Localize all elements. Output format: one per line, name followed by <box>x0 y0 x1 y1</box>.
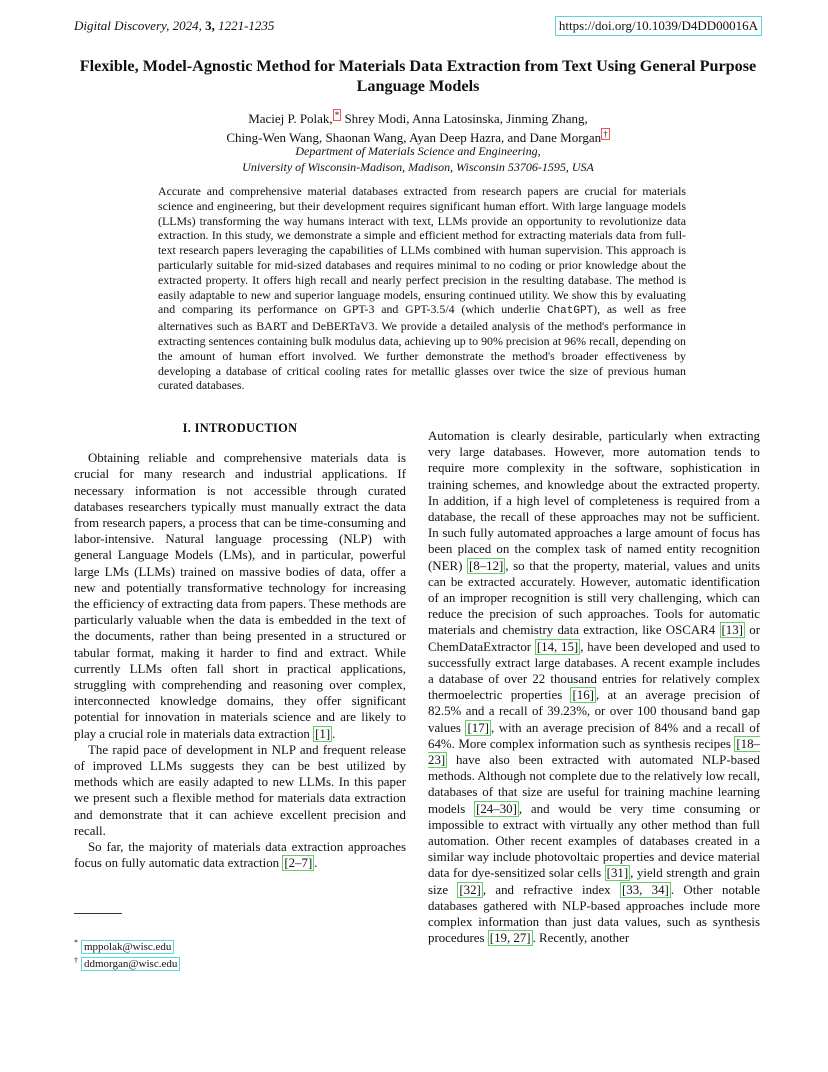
email-link-polak[interactable]: mppolak@wisc.edu <box>81 940 174 954</box>
citation-link[interactable]: [32] <box>459 882 481 897</box>
authors-line1b: Shrey Modi, Anna Latosinska, Jinming Zhang, <box>341 111 588 126</box>
doi-link[interactable]: https://doi.org/10.1039/D4DD00016A <box>555 16 762 36</box>
right-column <box>428 428 760 947</box>
footnotes <box>74 936 180 971</box>
citation-link[interactable]: [16] <box>572 688 594 703</box>
affiliation-department: Department of Materials Science and Engineering, <box>295 144 541 158</box>
intro-paragraph-2: The rapid pace of development in NLP and frequent release of improved LLMs suggests they can be best utilized by methods which are easily adapted to new LLMs. In this paper we present such a flexible method for materials data extraction and demonstrate that it can achieve excellent precision and recall. <box>74 742 406 838</box>
intro-p3-text: So far, the majority of materials data extraction approaches focus on fully automatic data extraction <box>74 840 406 871</box>
footnote-mark-1[interactable]: * <box>334 109 340 120</box>
affiliation <box>74 144 762 175</box>
body-text: , at an average precision of 82.5% and a recall of 39.23%, or over 100 thousand band gap values <box>428 688 760 735</box>
body-text: , and refractive index <box>482 882 620 897</box>
body-text: have also been extracted with automated NLP-based methods. Although not complete due to the relatively low recall, databases of that size are useful for training machine learning models <box>428 753 760 816</box>
paper-title: Flexible, Model-Agnostic Method for Materials Data Extraction from Text Using General Purpose Language Models <box>79 57 757 95</box>
citation-link[interactable]: [31] <box>606 866 629 881</box>
authors-line1a: Maciej P. Polak, <box>248 111 333 126</box>
citation-link[interactable]: [1] <box>315 726 331 741</box>
abstract-chatgpt: ChatGPT <box>546 305 594 318</box>
body-text: . Recently, another <box>532 931 630 946</box>
intro-p3-end: . <box>314 856 318 871</box>
citation-link[interactable]: [17] <box>467 720 489 735</box>
citation-link[interactable]: [8–12] <box>468 558 504 573</box>
body-text: , have been developed and used to successfully extract large databases. A recent example includes a database of over 22 thousand entries for relatively complex thermoelectric properties <box>428 639 761 703</box>
body-text: , with an average precision of 84% and a recall of 64%. More complex information such as synthesis recipes <box>428 720 760 751</box>
authors-line2: Ching-Wen Wang, Shaonan Wang, Ayan Deep Hazra, and Dane Morgan <box>226 130 602 145</box>
footnote-2-mark: † <box>74 955 78 965</box>
intro-paragraph-3 <box>74 839 406 871</box>
abstract-part2: ), as well as free alternatives such as BART and DeBERTaV3. We provide a detailed analysis of the method's performance in extracting sentences containing bulk modulus data, achieving up to 90% precision at 96% recall, depending on the amount of human effort involved. We further demonstrate the method's broader effectiveness by developing a database of critical cooling rates for metallic glasses over twice the size of previous human curated databases. <box>158 302 686 393</box>
email-link-morgan[interactable]: ddmorgan@wisc.edu <box>81 957 180 971</box>
abstract-part1: Accurate and comprehensive material databases extracted from research papers are crucial for materials science and engineering, but their development requires significant human effort. With large language models (LLMs) transforming the way humans interact with text, LLMs provide an opportunity to revolutionize data extraction. In this study, we demonstrate a simple and efficient method for extracting materials data from full-text research papers leveraging the capabilities of LLMs combined with human supervision. This approach is particularly suitable for mid-sized databases and requires minimal to no coding or prior knowledge about the extracted property. It offers high recall and nearly perfect precision in the resulting database. The method is easily adaptable to new and superior language models, ensuring continued utility. We show this by evaluating and comparing its performance on GPT-3 and GPT-3.5/4 (which underlie <box>158 184 686 317</box>
journal-pages: 1221-1235 <box>214 18 275 33</box>
body-text: . Other notable databases gathered with NLP-based approaches include more complex information than just data values, such as synthesis procedures <box>428 882 760 946</box>
footnote-2 <box>74 954 180 972</box>
intro-paragraph-4 <box>428 428 760 947</box>
intro-p1-end: . <box>332 726 336 741</box>
body-text: , yield strength and grain size <box>428 866 760 897</box>
arxiv-stamp <box>8 245 58 905</box>
footnote-mark-2[interactable]: † <box>603 128 608 139</box>
journal-volume: 3, <box>205 18 215 33</box>
intro-p1-text: Obtaining reliable and comprehensive materials data is crucial for many research and industrial applications. If necessary information is not accessible through curated databases researchers typically must manually extract the data from research papers, a process that can be time-consuming and labor-intensive. Natural language processing (NLP) with general Language Models (LMs), and in particular, powerful large LMs (LLMs) trained on massive bodies of data, offer a new and potentially transformative technology for increasing the efficiency of extracting data from papers. These methods are particularly valuable when the data is embedded in the text of the documents, rather than being presented in a structured or tabular format, making it harder to find and extract. While currently LLMs often fall short in practical applications, struggling with comprehending and reasoning over complex, interconnected knowledge domains, they offer significant potential for innovation in materials science and are likely to play a crucial role in materials data extraction <box>74 451 406 741</box>
citation-link[interactable]: [2–7] <box>284 856 313 871</box>
author-list <box>74 109 762 147</box>
citation-link[interactable]: [24–30] <box>476 801 517 816</box>
footnote-divider <box>74 913 122 914</box>
citation-link[interactable]: [13] <box>721 623 743 638</box>
footnote-1 <box>74 936 180 954</box>
citation-link[interactable]: [19, 27] <box>489 931 531 946</box>
intro-paragraph-1 <box>74 450 406 742</box>
left-column <box>74 420 406 871</box>
citation-link[interactable]: [18–23] <box>428 736 760 768</box>
footnote-1-mark: * <box>74 938 78 947</box>
abstract <box>158 184 686 393</box>
citation-link[interactable]: [14, 15] <box>536 639 579 654</box>
section-heading-introduction: I. INTRODUCTION <box>182 421 298 435</box>
body-text: , so that the property, material, values and units can be extracted accurately. However, automatic identification of an improper recognition is still very challenging, which can reduce the precision of such approaches. Tools for automatic materials and chemistry data extraction, like OSCAR4 <box>428 558 760 638</box>
journal-name: Digital Discovery <box>74 18 167 33</box>
running-header <box>74 18 274 34</box>
citation-link[interactable]: [33, 34] <box>621 882 669 897</box>
affiliation-university: University of Wisconsin-Madison, Madison, Wisconsin 53706-1595, USA <box>242 159 594 174</box>
body-text: Automation is clearly desirable, particularly when extracting very large databases. However, more automation tends to require more complexity in the software, sophistication in training schemes, and knowledge about the extracted property. In addition, if a high level of completeness is required from a database, the recall of these approaches may not be sufficient. In such fully automated approaches a large amount of focus has been placed on the complex task of named entity recognition (NER) <box>428 429 760 573</box>
journal-year: , 2024, <box>166 18 206 33</box>
body-text: , and would be very time consuming or impossible to extract with virtually any other method than full automation. Other recent examples of databases created in a similar way include photovoltaic properties and device material data for dye-sensitized solar cells <box>428 801 760 881</box>
body-text: or ChemDataExtractor <box>428 623 760 654</box>
